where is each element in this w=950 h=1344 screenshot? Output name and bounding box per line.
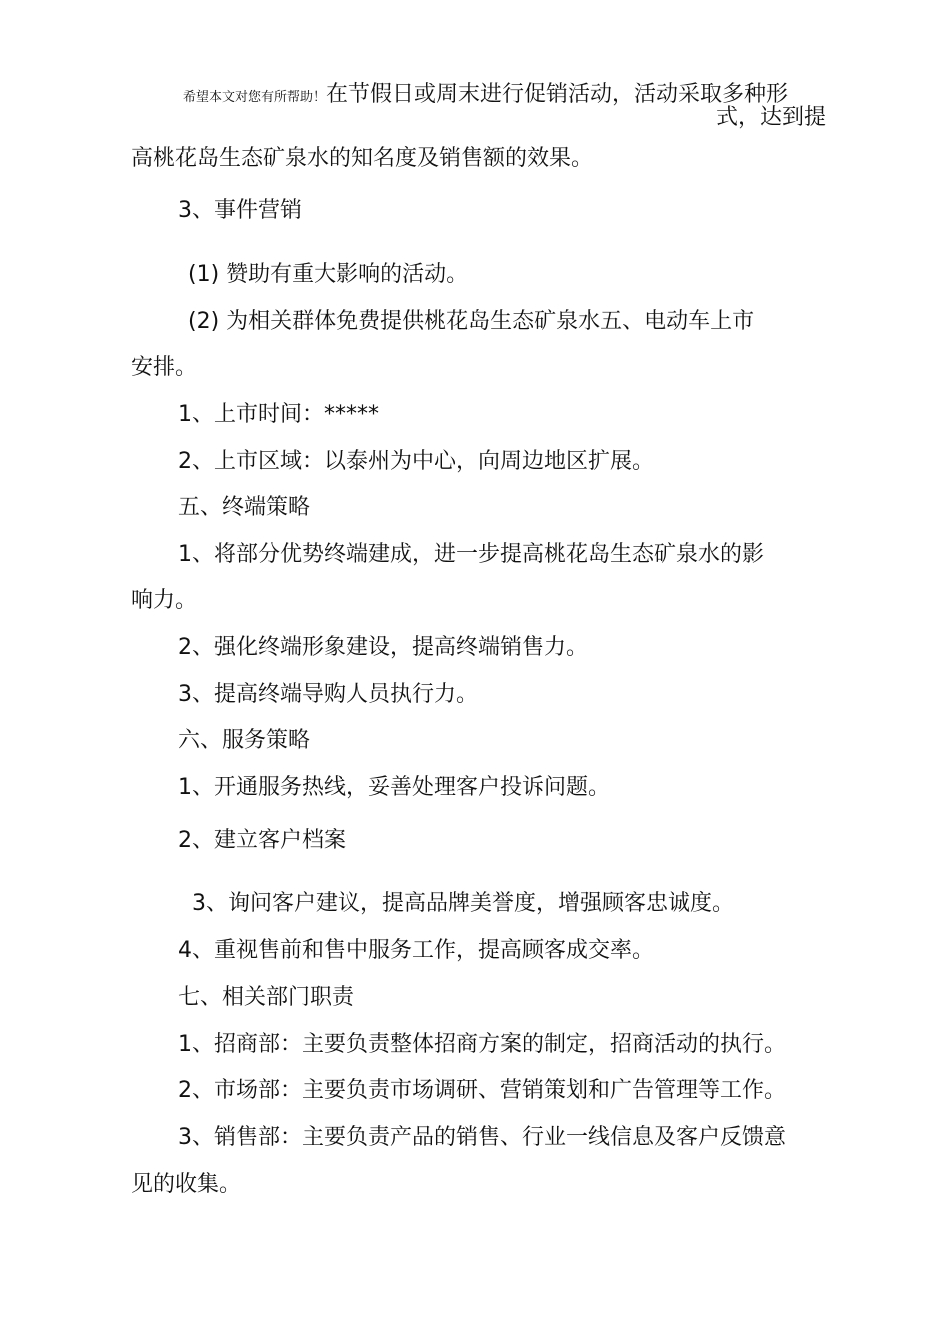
section-heading: 六、服务策略: [178, 728, 311, 753]
list-item: 4、重视售前和售中服务工作，提高顾客成交率。: [178, 938, 654, 963]
list-item: 1、开通服务热线，妥善处理客户投诉问题。: [178, 775, 610, 800]
list-item: 1、招商部：主要负责整体招商方案的制定，招商活动的执行。: [178, 1032, 786, 1057]
paragraph-line: 高桃花岛生态矿泉水的知名度及销售额的效果。: [131, 146, 594, 171]
list-item: 2、市场部：主要负责市场调研、营销策划和广告管理等工作。: [178, 1078, 786, 1103]
list-item: 2、上市区域：以泰州为中心，向周边地区扩展。: [178, 449, 654, 474]
list-item: 2、强化终端形象建设，提高终端销售力。: [178, 635, 588, 660]
list-item: 1、将部分优势终端建成，进一步提高桃花岛生态矿泉水的影: [178, 542, 764, 567]
section-heading: 七、相关部门职责: [178, 985, 355, 1010]
paragraph-line: 响力。: [131, 588, 198, 613]
list-item: 2、建立客户档案: [178, 828, 346, 853]
header-note: 希望本文对您有所帮助！: [183, 90, 327, 105]
list-item: 3、询问客户建议，提高品牌美誉度，增强顾客忠诚度。: [192, 891, 734, 916]
list-item: (1) 赞助有重大影响的活动。: [188, 262, 469, 287]
section-heading: 3、事件营销: [178, 198, 302, 223]
paragraph-line: 式，达到提: [715, 105, 826, 130]
header-line: [183, 80, 788, 113]
list-item: 3、销售部：主要负责产品的销售、行业一线信息及客户反馈意: [178, 1125, 786, 1150]
paragraph-line: 见的收集。: [131, 1172, 242, 1197]
paragraph-line: 在节假日或周末进行促销活动，活动采取多种形: [326, 82, 789, 107]
section-heading: 五、终端策略: [178, 495, 311, 520]
list-item: 3、提高终端导购人员执行力。: [178, 682, 478, 707]
list-item: (2) 为相关群体免费提供桃花岛生态矿泉水五、电动车上市: [188, 309, 755, 334]
list-item: 1、上市时间：*****: [178, 402, 379, 427]
paragraph-line: 安排。: [131, 355, 198, 380]
